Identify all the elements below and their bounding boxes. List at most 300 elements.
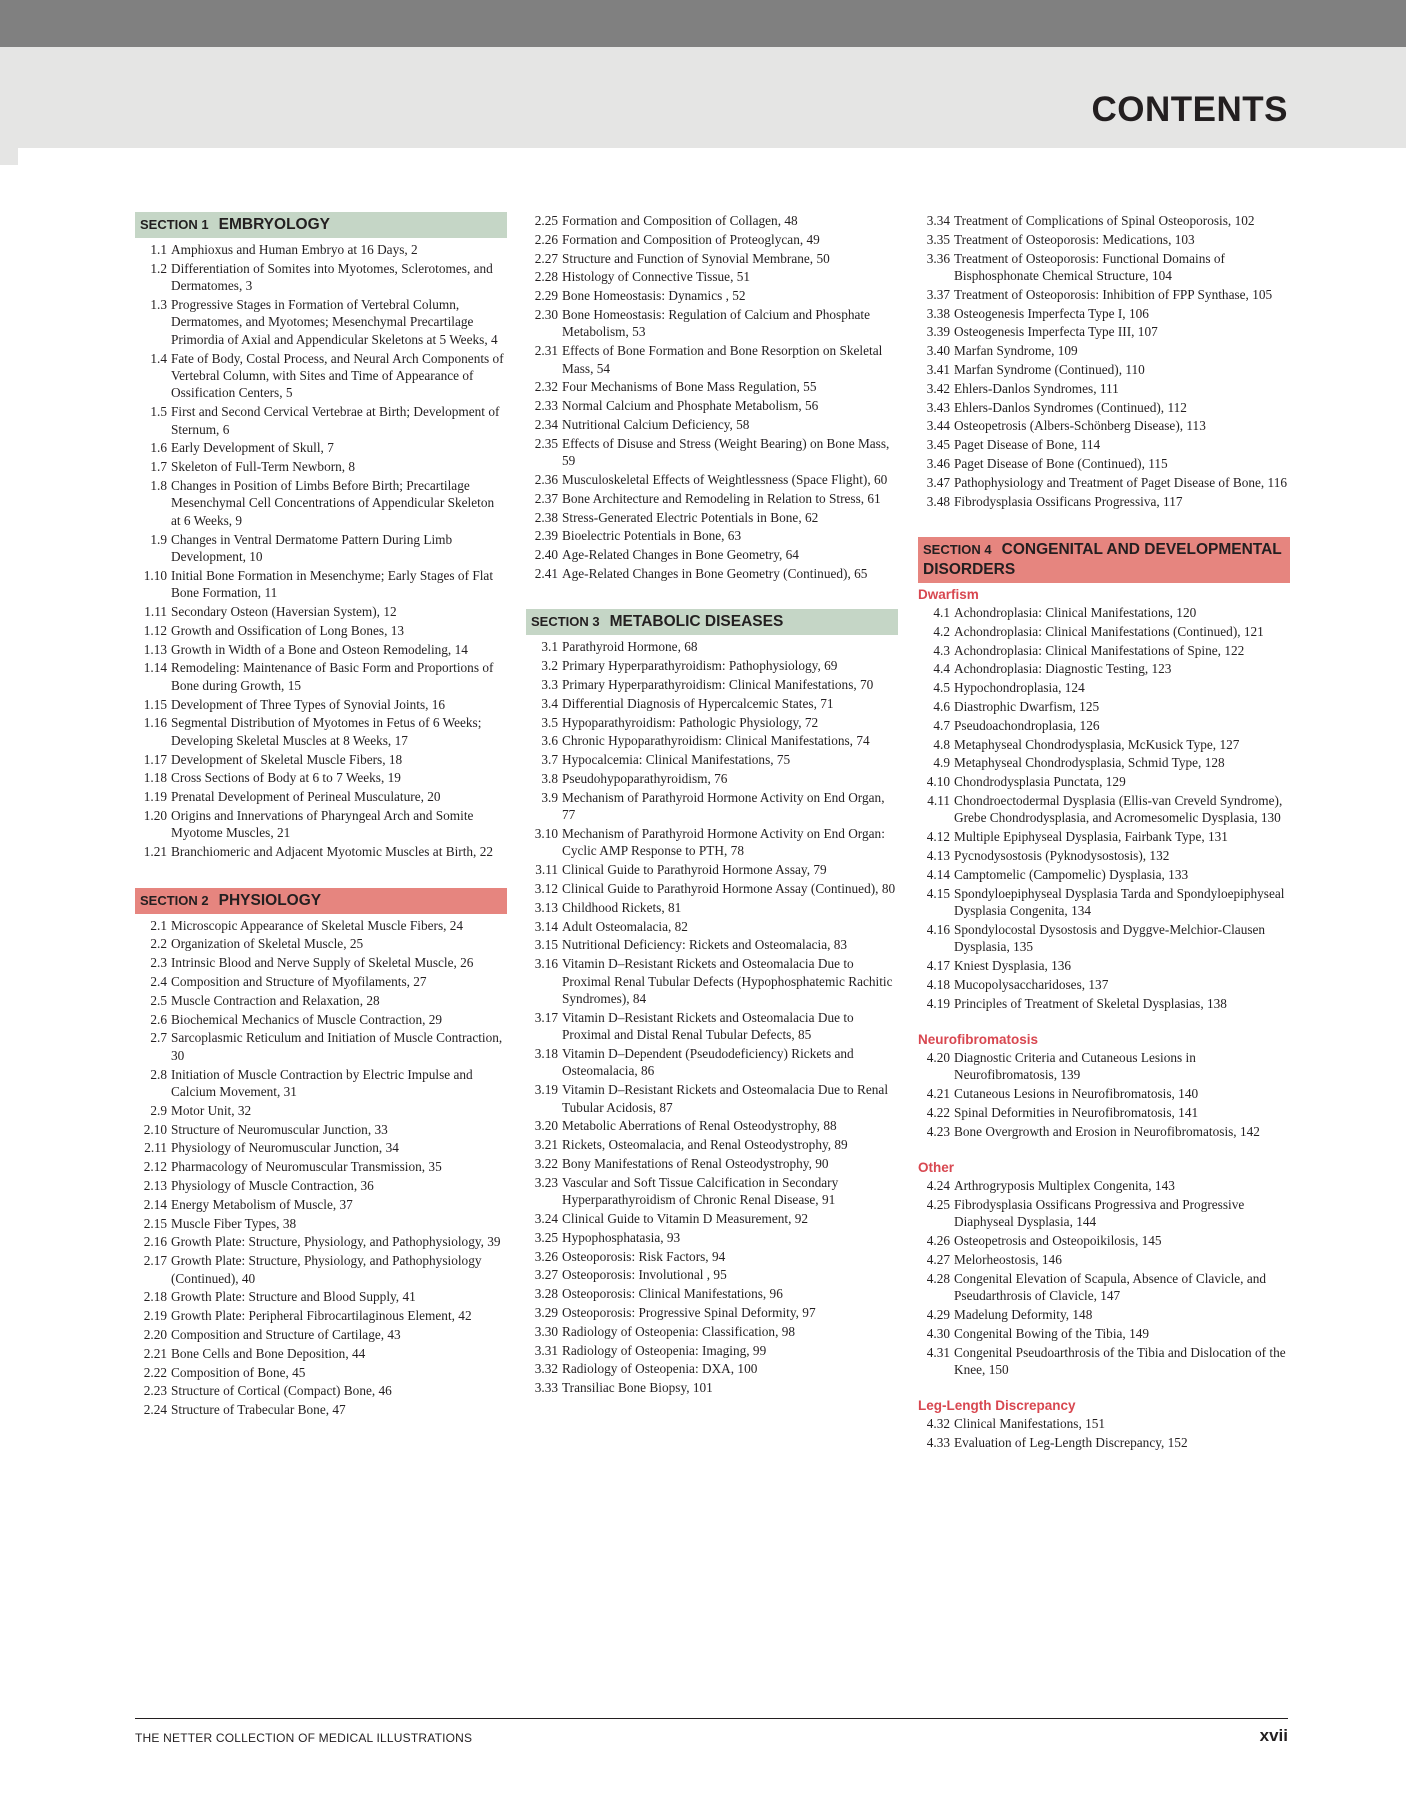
toc-entry[interactable] xyxy=(918,847,1290,864)
entry-title: Cross Sections of Body at 6 to 7 Weeks, 19 xyxy=(171,770,401,786)
toc-entry[interactable] xyxy=(135,1029,507,1064)
toc-entry[interactable] xyxy=(918,792,1290,827)
toc-entry[interactable] xyxy=(135,531,507,566)
section-heading xyxy=(135,888,507,914)
entry-title: Metabolic Aberrations of Renal Osteodystrophy, 88 xyxy=(562,1118,837,1134)
entry-number: 3.5 xyxy=(541,714,558,730)
toc-entry[interactable] xyxy=(135,1158,507,1175)
toc-entry[interactable] xyxy=(135,1177,507,1194)
entry-number: 2.29 xyxy=(534,288,558,304)
entry-title: Four Mechanisms of Bone Mass Regulation, 55 xyxy=(562,379,817,395)
entry-number: 3.28 xyxy=(534,1286,558,1302)
entry-number: 4.33 xyxy=(926,1435,950,1451)
toc-entry[interactable] xyxy=(526,546,898,563)
toc-entry[interactable] xyxy=(526,1304,898,1321)
section-number: SECTION 2 xyxy=(140,892,209,908)
footer-rule xyxy=(135,1718,1288,1719)
toc-entry[interactable] xyxy=(526,1360,898,1377)
entry-title: Musculoskeletal Effects of Weightlessness (Space Flight), 60 xyxy=(562,471,888,487)
toc-entry[interactable] xyxy=(918,323,1290,340)
entry-number: 2.9 xyxy=(150,1102,167,1118)
toc-entry[interactable] xyxy=(918,623,1290,640)
toc-entry[interactable] xyxy=(135,241,507,258)
entry-title: Fibrodysplasia Ossificans Progressiva and Progressive Diaphyseal Dysplasia, 144 xyxy=(954,1196,1245,1230)
entry-title: Madelung Deformity, 148 xyxy=(954,1306,1093,1322)
entry-number: 3.17 xyxy=(534,1009,558,1025)
toc-entry[interactable] xyxy=(526,490,898,507)
page-title: CONTENTS xyxy=(1091,90,1288,129)
entry-title: Parathyroid Hormone, 68 xyxy=(562,639,698,655)
entry-title: Structure of Neuromuscular Junction, 33 xyxy=(171,1121,388,1137)
toc-entry[interactable] xyxy=(526,1155,898,1172)
toc-entry[interactable] xyxy=(918,286,1290,303)
toc-entry[interactable] xyxy=(526,250,898,267)
toc-entry[interactable] xyxy=(135,477,507,529)
entry-number: 2.13 xyxy=(143,1178,167,1193)
toc-entry[interactable] xyxy=(918,417,1290,434)
entry-number: 3.4 xyxy=(541,695,558,711)
toc-entry[interactable] xyxy=(918,773,1290,790)
toc-entry[interactable] xyxy=(918,1270,1290,1305)
toc-entry[interactable] xyxy=(918,380,1290,397)
toc-entry[interactable] xyxy=(135,843,507,860)
entry-number: 3.15 xyxy=(534,937,558,953)
entry-title: Diagnostic Criteria and Cutaneous Lesions in Neurofibromatosis, 139 xyxy=(954,1049,1196,1083)
entry-title: Pathophysiology and Treatment of Paget Disease of Bone, 116 xyxy=(954,474,1287,490)
toc-entry[interactable] xyxy=(526,397,898,414)
section-heading xyxy=(135,212,507,238)
entry-number: 1.19 xyxy=(143,789,167,805)
toc-entry[interactable] xyxy=(135,954,507,971)
toc-entry[interactable] xyxy=(918,342,1290,359)
entry-title: Formation and Composition of Collagen, 48 xyxy=(562,213,798,228)
toc-entry[interactable] xyxy=(918,474,1290,491)
entry-title: Pharmacology of Neuromuscular Transmission, 35 xyxy=(171,1159,442,1175)
toc-entry[interactable] xyxy=(918,1049,1290,1084)
toc-entry[interactable] xyxy=(135,260,507,295)
toc-entry[interactable] xyxy=(918,1177,1290,1194)
entry-title: Radiology of Osteopenia: Classification, 98 xyxy=(562,1323,796,1339)
entry-number: 2.28 xyxy=(534,269,558,285)
entry-number: 1.16 xyxy=(143,715,167,731)
entry-title: Branchiomeric and Adjacent Myotomic Muscles at Birth, 22 xyxy=(171,844,494,860)
toc-entry[interactable] xyxy=(135,1215,507,1232)
entry-number: 2.27 xyxy=(534,250,558,266)
toc-entry-list xyxy=(135,241,507,861)
section-heading xyxy=(918,537,1290,583)
toc-entry[interactable] xyxy=(526,1285,898,1302)
entry-number: 4.9 xyxy=(933,755,950,771)
toc-entry[interactable] xyxy=(526,527,898,544)
entry-title: Segmental Distribution of Myotomes in Fetus of 6 Weeks; Developing Skeletal Muscles at 8 Weeks, 17 xyxy=(171,715,482,748)
toc-entry[interactable] xyxy=(135,296,507,348)
entry-title: Development of Three Types of Synovial Joints, 16 xyxy=(171,696,446,712)
toc-entry[interactable] xyxy=(526,638,898,655)
entry-title: Sarcoplasmic Reticulum and Initiation of Muscle Contraction, 30 xyxy=(171,1030,503,1063)
entry-number: 2.39 xyxy=(534,528,558,544)
toc-entry[interactable] xyxy=(918,1196,1290,1231)
entry-number: 2.36 xyxy=(534,471,558,487)
toc-entry[interactable] xyxy=(526,1323,898,1340)
entry-title: Growth Plate: Peripheral Fibrocartilaginous Element, 42 xyxy=(171,1308,472,1324)
toc-entry[interactable] xyxy=(135,751,507,768)
entry-title: Origins and Innervations of Pharyngeal Arch and Somite Myotome Muscles, 21 xyxy=(171,808,474,841)
entry-number: 4.15 xyxy=(926,885,950,901)
toc-entry[interactable] xyxy=(918,717,1290,734)
entry-title: Bone Overgrowth and Erosion in Neurofibromatosis, 142 xyxy=(954,1123,1260,1139)
toc-entry[interactable] xyxy=(526,342,898,377)
toc-entry[interactable] xyxy=(135,1382,507,1399)
toc-entry[interactable] xyxy=(918,361,1290,378)
toc-entry[interactable] xyxy=(918,231,1290,248)
toc-entry[interactable] xyxy=(918,212,1290,229)
toc-entry[interactable] xyxy=(135,1011,507,1028)
toc-entry[interactable] xyxy=(526,732,898,749)
entry-number: 2.35 xyxy=(534,435,558,451)
toc-entry[interactable] xyxy=(918,250,1290,285)
entry-number: 1.4 xyxy=(150,350,167,366)
entry-number: 1.13 xyxy=(143,641,167,657)
toc-entry[interactable] xyxy=(918,436,1290,453)
toc-entry[interactable] xyxy=(918,995,1290,1012)
entry-number: 3.43 xyxy=(926,399,950,415)
toc-entry[interactable] xyxy=(526,565,898,582)
entry-number: 1.11 xyxy=(144,604,167,620)
toc-entry[interactable] xyxy=(526,751,898,768)
entry-title: Progressive Stages in Formation of Vertebral Column, Dermatomes, and Myotomes; Mesenchymal Precartilage Primordia of Axial and Appendicular Skeletons at 5 Weeks, 4 xyxy=(171,297,498,347)
entry-title: Effects of Disuse and Stress (Weight Bearing) on Bone Mass, 59 xyxy=(562,435,890,469)
entry-title: Physiology of Neuromuscular Junction, 34 xyxy=(171,1140,399,1156)
entry-number: 4.7 xyxy=(933,717,950,733)
toc-entry[interactable] xyxy=(135,714,507,749)
toc-entry[interactable] xyxy=(526,695,898,712)
entry-number: 3.22 xyxy=(534,1155,558,1171)
entry-title: Motor Unit, 32 xyxy=(171,1102,252,1118)
toc-entry[interactable] xyxy=(135,622,507,639)
entry-title: Hypocalcemia: Clinical Manifestations, 75 xyxy=(562,752,791,768)
entry-title: Differentiation of Somites into Myotomes, Sclerotomes, and Dermatomes, 3 xyxy=(171,260,493,294)
entry-number: 4.2 xyxy=(933,623,950,639)
entry-title: Camptomelic (Campomelic) Dysplasia, 133 xyxy=(954,866,1189,882)
entry-title: Initial Bone Formation in Mesenchyme; Early Stages of Flat Bone Formation, 11 xyxy=(171,567,494,601)
toc-entry[interactable] xyxy=(918,754,1290,771)
toc-entry[interactable] xyxy=(526,676,898,693)
toc-entry[interactable] xyxy=(526,657,898,674)
toc-entry[interactable] xyxy=(526,770,898,787)
toc-entry[interactable] xyxy=(918,642,1290,659)
toc-entry[interactable] xyxy=(918,399,1290,416)
entry-number: 3.3 xyxy=(541,676,558,692)
entry-title: Organization of Skeletal Muscle, 25 xyxy=(171,936,364,952)
toc-entry[interactable] xyxy=(526,1248,898,1265)
toc-entry[interactable] xyxy=(526,1045,898,1080)
entry-number: 3.32 xyxy=(534,1361,558,1377)
entry-number: 1.15 xyxy=(143,696,167,712)
toc-entry[interactable] xyxy=(526,1081,898,1116)
entry-title: Growth Plate: Structure and Blood Supply, 41 xyxy=(171,1289,416,1305)
entry-title: Chondroectodermal Dysplasia (Ellis-van Creveld Syndrome), Grebe Chondrodysplasia, and Acromesomelic Dysplasia, 130 xyxy=(954,792,1283,826)
toc-entry[interactable] xyxy=(526,899,898,916)
toc-entry[interactable] xyxy=(135,403,507,438)
entry-title: Pseudoachondroplasia, 126 xyxy=(954,717,1100,733)
entry-number: 4.5 xyxy=(933,680,950,696)
toc-entry[interactable] xyxy=(135,458,507,475)
entry-title: Bone Homeostasis: Dynamics , 52 xyxy=(562,288,746,304)
entry-number: 3.9 xyxy=(541,789,558,805)
entry-title: Multiple Epiphyseal Dysplasia, Fairbank Type, 131 xyxy=(954,829,1228,845)
toc-entry[interactable] xyxy=(135,641,507,658)
toc-entry[interactable] xyxy=(526,1266,898,1283)
toc-entry[interactable] xyxy=(918,1434,1290,1451)
entry-number: 3.29 xyxy=(534,1304,558,1320)
toc-entry-list xyxy=(135,917,507,1419)
entry-number: 2.22 xyxy=(143,1364,167,1380)
entry-number: 2.11 xyxy=(144,1140,167,1156)
toc-entry[interactable] xyxy=(918,660,1290,677)
toc-entry-list xyxy=(918,212,1290,510)
toc-entry[interactable] xyxy=(526,714,898,731)
entry-title: Normal Calcium and Phosphate Metabolism, 56 xyxy=(562,398,819,414)
entry-title: Primary Hyperparathyroidism: Pathophysiology, 69 xyxy=(562,658,838,674)
entry-number: 1.3 xyxy=(150,297,167,312)
toc-entry[interactable] xyxy=(918,1104,1290,1121)
entry-number: 3.47 xyxy=(926,474,950,490)
entry-number: 2.14 xyxy=(143,1196,167,1212)
toc-entry[interactable] xyxy=(135,1252,507,1287)
entry-number: 1.20 xyxy=(143,808,167,824)
entry-number: 4.22 xyxy=(926,1104,950,1120)
toc-entry[interactable] xyxy=(526,231,898,248)
toc-entry[interactable] xyxy=(135,696,507,713)
entry-number: 4.1 xyxy=(933,604,950,620)
toc-entry[interactable] xyxy=(918,1325,1290,1342)
entry-title: Osteoporosis: Progressive Spinal Deformity, 97 xyxy=(562,1304,816,1320)
entry-number: 2.41 xyxy=(534,565,558,581)
entry-number: 3.21 xyxy=(534,1137,558,1153)
entry-title: Radiology of Osteopenia: DXA, 100 xyxy=(562,1361,758,1377)
toc-entry[interactable] xyxy=(526,471,898,488)
toc-column-1 xyxy=(135,212,507,1420)
toc-entry[interactable] xyxy=(918,736,1290,753)
entry-number: 1.2 xyxy=(150,260,167,276)
toc-entry[interactable] xyxy=(526,212,898,229)
toc-entry[interactable] xyxy=(526,268,898,285)
toc-entry[interactable] xyxy=(918,957,1290,974)
entry-title: Age-Related Changes in Bone Geometry (Continued), 65 xyxy=(562,565,868,581)
toc-entry[interactable] xyxy=(918,604,1290,621)
subsection-heading: Leg-Length Discrepancy xyxy=(918,1398,1076,1414)
entry-title: Growth Plate: Structure, Physiology, and Pathophysiology (Continued), 40 xyxy=(171,1253,482,1286)
entry-title: Prenatal Development of Perineal Musculature, 20 xyxy=(171,789,441,805)
toc-entry[interactable] xyxy=(918,921,1290,956)
entry-title: Biochemical Mechanics of Muscle Contraction, 29 xyxy=(171,1011,443,1027)
entry-title: Rickets, Osteomalacia, and Renal Osteodystrophy, 89 xyxy=(562,1137,848,1153)
entry-number: 1.12 xyxy=(143,622,167,638)
entry-number: 4.23 xyxy=(926,1123,950,1139)
entry-title: Marfan Syndrome (Continued), 110 xyxy=(954,361,1145,377)
toc-entry[interactable] xyxy=(526,306,898,341)
toc-entry[interactable] xyxy=(526,955,898,1007)
entry-number: 3.13 xyxy=(534,899,558,915)
entry-number: 2.15 xyxy=(143,1215,167,1231)
entry-number: 3.42 xyxy=(926,380,950,396)
toc-entry[interactable] xyxy=(135,973,507,990)
toc-entry[interactable] xyxy=(918,1123,1290,1140)
toc-entry[interactable] xyxy=(526,1210,898,1227)
toc-entry[interactable] xyxy=(135,350,507,402)
toc-entry[interactable] xyxy=(526,416,898,433)
entry-title: Amphioxus and Human Embryo at 16 Days, 2 xyxy=(171,242,418,257)
toc-entry[interactable] xyxy=(526,861,898,878)
toc-entry[interactable] xyxy=(526,435,898,470)
entry-number: 2.1 xyxy=(150,917,167,933)
toc-entry[interactable] xyxy=(526,378,898,395)
toc-entry[interactable] xyxy=(526,825,898,860)
entry-number: 2.26 xyxy=(534,231,558,247)
entry-title: Mucopolysaccharidoses, 137 xyxy=(954,976,1109,992)
toc-entry[interactable] xyxy=(526,1174,898,1209)
top-gray-bar xyxy=(0,0,1406,47)
entry-title: Adult Osteomalacia, 82 xyxy=(562,918,688,934)
toc-entry[interactable] xyxy=(918,1251,1290,1268)
entry-title: Cutaneous Lesions in Neurofibromatosis, 140 xyxy=(954,1086,1199,1102)
toc-entry[interactable] xyxy=(526,1136,898,1153)
entry-title: Osteoporosis: Involutional , 95 xyxy=(562,1267,727,1283)
entry-number: 1.6 xyxy=(150,440,167,456)
toc-entry[interactable] xyxy=(918,1232,1290,1249)
entry-title: Congenital Elevation of Scapula, Absence of Clavicle, and Pseudarthrosis of Clavicle, 147 xyxy=(954,1270,1267,1304)
toc-entry[interactable] xyxy=(918,493,1290,510)
toc-entry[interactable] xyxy=(135,917,507,934)
section-title: EMBRYOLOGY xyxy=(218,216,331,233)
entry-number: 2.19 xyxy=(143,1308,167,1324)
entry-number: 3.45 xyxy=(926,437,950,453)
entry-title: Ehlers-Danlos Syndromes, 111 xyxy=(954,380,1119,396)
entry-number: 3.24 xyxy=(534,1210,558,1226)
toc-entry[interactable] xyxy=(135,992,507,1009)
toc-entry[interactable] xyxy=(135,1307,507,1324)
entry-number: 4.25 xyxy=(926,1196,950,1212)
toc-entry[interactable] xyxy=(135,1196,507,1213)
toc-entry[interactable] xyxy=(135,1345,507,1362)
entry-title: Pseudohypoparathyroidism, 76 xyxy=(562,770,728,786)
toc-entry[interactable] xyxy=(918,976,1290,993)
toc-entry[interactable] xyxy=(526,1379,898,1396)
toc-entry[interactable] xyxy=(135,439,507,456)
entry-number: 2.7 xyxy=(150,1030,167,1046)
entry-title: Spondylocostal Dysostosis and Dyggve-Melchior-Clausen Dysplasia, 135 xyxy=(954,921,1266,955)
entry-number: 1.18 xyxy=(143,770,167,786)
entry-number: 4.4 xyxy=(933,661,950,677)
toc-entry[interactable] xyxy=(135,659,507,694)
entry-title: Clinical Guide to Parathyroid Hormone Assay, 79 xyxy=(562,862,827,878)
entry-number: 4.18 xyxy=(926,976,950,992)
toc-entry[interactable] xyxy=(918,305,1290,322)
toc-entry[interactable] xyxy=(526,1009,898,1044)
entry-title: Remodeling: Maintenance of Basic Form and Proportions of Bone during Growth, 15 xyxy=(171,660,494,693)
toc-entry[interactable] xyxy=(135,769,507,786)
toc-entry[interactable] xyxy=(918,1415,1290,1432)
entry-number: 3.12 xyxy=(534,880,558,896)
subsection-heading: Dwarfism xyxy=(918,586,979,602)
toc-entry[interactable] xyxy=(918,866,1290,883)
entry-number: 3.7 xyxy=(541,752,558,768)
entry-title: Physiology of Muscle Contraction, 36 xyxy=(171,1178,374,1193)
toc-entry[interactable] xyxy=(526,789,898,824)
toc-entry-list xyxy=(526,212,898,582)
toc-entry[interactable] xyxy=(526,1117,898,1134)
toc-entry[interactable] xyxy=(526,918,898,935)
entry-title: Age-Related Changes in Bone Geometry, 64 xyxy=(562,547,799,563)
toc-entry[interactable] xyxy=(135,1326,507,1343)
entry-number: 4.16 xyxy=(926,921,950,937)
toc-entry[interactable] xyxy=(135,1102,507,1119)
entry-number: 4.21 xyxy=(926,1086,950,1102)
toc-entry[interactable] xyxy=(918,828,1290,845)
toc-entry[interactable] xyxy=(135,1233,507,1250)
toc-entry[interactable] xyxy=(918,455,1290,472)
toc-entry[interactable] xyxy=(526,287,898,304)
entry-title: Bone Architecture and Remodeling in Relation to Stress, 61 xyxy=(562,490,881,506)
entry-number: 3.27 xyxy=(534,1267,558,1283)
toc-entry[interactable] xyxy=(526,880,898,897)
entry-title: Paget Disease of Bone, 114 xyxy=(954,437,1101,453)
entry-title: Composition and Structure of Myofilaments, 27 xyxy=(171,974,427,990)
toc-entry[interactable] xyxy=(135,1139,507,1156)
toc-entry[interactable] xyxy=(135,935,507,952)
toc-entry[interactable] xyxy=(135,807,507,842)
entry-title: Muscle Contraction and Relaxation, 28 xyxy=(171,992,380,1008)
toc-entry[interactable] xyxy=(918,1344,1290,1379)
toc-entry[interactable] xyxy=(918,1085,1290,1102)
entry-title: Kniest Dysplasia, 136 xyxy=(954,957,1072,973)
entry-title: Marfan Syndrome, 109 xyxy=(954,343,1078,359)
toc-entry[interactable] xyxy=(135,1121,507,1138)
toc-entry[interactable] xyxy=(135,567,507,602)
toc-entry[interactable] xyxy=(135,788,507,805)
toc-entry[interactable] xyxy=(135,1066,507,1101)
toc-entry[interactable] xyxy=(526,509,898,526)
entry-title: Evaluation of Leg-Length Discrepancy, 152 xyxy=(954,1435,1188,1451)
entry-number: 4.32 xyxy=(926,1416,950,1432)
toc-entry[interactable] xyxy=(918,698,1290,715)
toc-entry[interactable] xyxy=(135,1288,507,1305)
entry-number: 3.41 xyxy=(926,361,950,377)
toc-column-2 xyxy=(526,212,898,1398)
entry-number: 1.9 xyxy=(150,531,167,547)
entry-title: Clinical Manifestations, 151 xyxy=(954,1416,1106,1432)
entry-title: Hypoparathyroidism: Pathologic Physiology, 72 xyxy=(562,714,819,730)
toc-entry[interactable] xyxy=(918,1306,1290,1323)
toc-entry-list xyxy=(918,1415,1290,1451)
toc-entry[interactable] xyxy=(526,1229,898,1246)
entry-title: Achondroplasia: Clinical Manifestations (Continued), 121 xyxy=(954,623,1264,639)
toc-entry[interactable] xyxy=(918,679,1290,696)
entry-number: 3.6 xyxy=(541,733,558,749)
entry-title: Mechanism of Parathyroid Hormone Activity on End Organ, 77 xyxy=(562,789,885,823)
entry-number: 3.35 xyxy=(926,231,950,247)
toc-entry[interactable] xyxy=(526,936,898,953)
toc-entry[interactable] xyxy=(135,603,507,620)
toc-entry[interactable] xyxy=(918,885,1290,920)
entry-title: Osteopetrosis (Albers-Schönberg Disease), 113 xyxy=(954,418,1206,434)
entry-title: Osteogenesis Imperfecta Type III, 107 xyxy=(954,324,1158,340)
toc-entry[interactable] xyxy=(135,1401,507,1418)
entry-number: 2.24 xyxy=(143,1402,167,1418)
toc-entry[interactable] xyxy=(526,1342,898,1359)
entry-number: 4.12 xyxy=(926,829,950,845)
toc-entry[interactable] xyxy=(135,1364,507,1381)
